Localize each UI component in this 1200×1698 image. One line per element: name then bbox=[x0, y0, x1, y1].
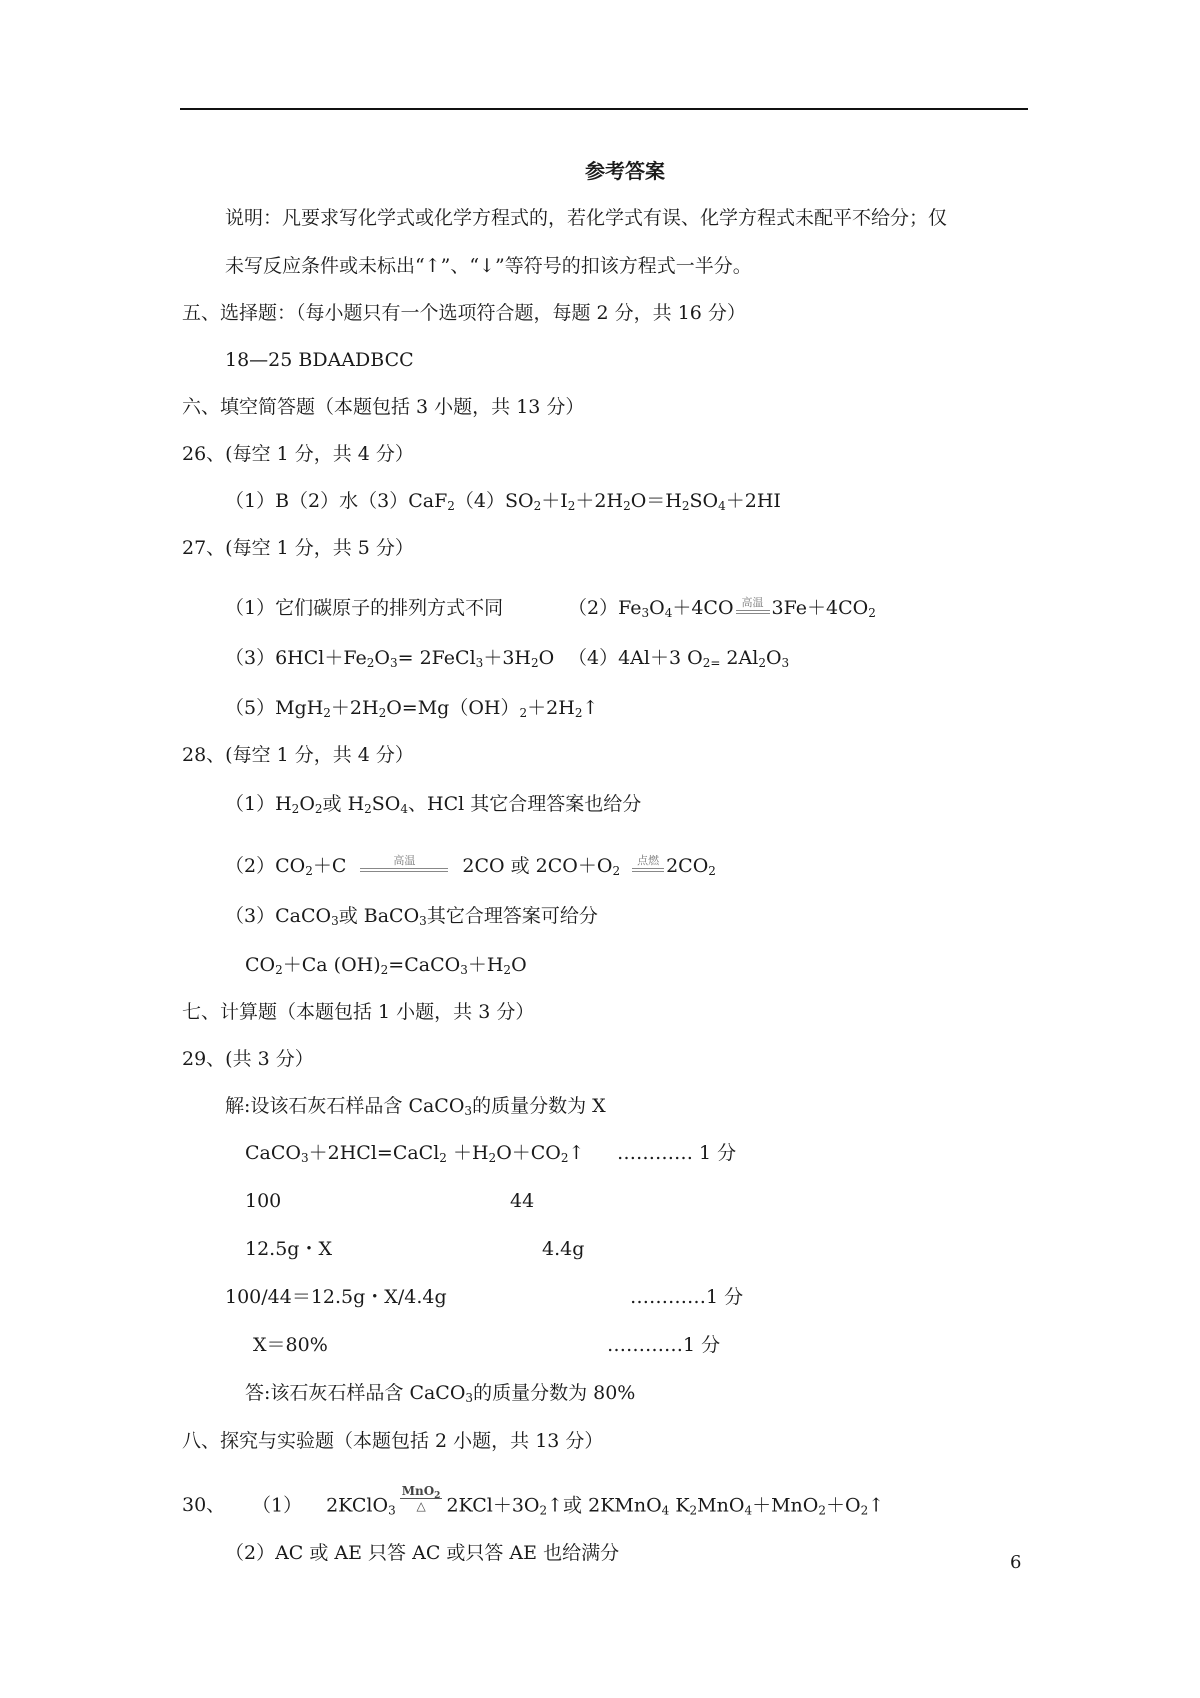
reaction-condition-ignite: 点燃 bbox=[632, 855, 664, 872]
q28-answer-4: $CO_2+Ca$ $(OH)_2=CaCO_3+H_2O$ bbox=[245, 954, 527, 977]
q27-answer-1: （1）它们碳原子的排列方式不同 bbox=[225, 597, 504, 619]
section-7-heading: 七、计算题（本题包括 1 小题，共 3 分） bbox=[182, 1001, 535, 1023]
q26-heading: 26、(每空 1 分，共 4 分） bbox=[182, 443, 414, 465]
q29-equation: CaCO$_3$＋2HCl=CaCl$_2$ $+H_2O+CO_2↑$ bbox=[245, 1142, 585, 1165]
reaction-condition-high-temp: 高温 bbox=[736, 597, 770, 614]
note-line-2: 未写反应条件或未标出“↑”、“↓”等符号的扣该方程式一半分。 bbox=[225, 255, 752, 277]
q28-answer-2: $(2)CO_2+C$ 高温 2CO 或 $2CO+O_2$ 点燃 $2CO_2$ bbox=[225, 854, 716, 878]
q30-label: 30、 bbox=[182, 1494, 226, 1516]
q30-answer-2: （2）AC 或 AE 只答 AC 或只答 AE 也给满分 bbox=[225, 1542, 620, 1564]
q29-mass-caco3: 100 bbox=[245, 1190, 282, 1212]
q29-result: X＝80% bbox=[253, 1334, 328, 1356]
q28-answer-1: $(1)H_2O_2$或 $H_2SO_4$、HCl 其它合理答案也给分 bbox=[225, 793, 642, 816]
page-number: 6 bbox=[1010, 1552, 1022, 1573]
q29-value-caco3: 12.5g・X bbox=[245, 1238, 332, 1260]
reaction-condition-catalyst: $\frac{MnO_2}{\triangle}$ bbox=[401, 1484, 441, 1513]
q29-mass-co2: 44 bbox=[510, 1190, 535, 1212]
q27-answer-4: （4）4Al＋3 $O_{2=}$ $2Al_2O_3$ bbox=[568, 647, 790, 670]
q27-heading: 27、(每空 1 分，共 5 分） bbox=[182, 537, 414, 559]
note-line-1: 说明：凡要求写化学式或化学方程式的，若化学式有误、化学方程式未配平不给分；仅 bbox=[225, 207, 948, 229]
q29-heading: 29、(共 3 分） bbox=[182, 1048, 314, 1070]
q29-score-3: …………1 分 bbox=[607, 1334, 721, 1356]
q29-score-2: …………1 分 bbox=[630, 1286, 744, 1308]
q27-answer-5: $(5)MgH_2+2H_2O=Mg(OH)_2+2H_2↑$ bbox=[225, 697, 599, 720]
q29-score-1: ………… 1 分 bbox=[617, 1142, 737, 1164]
section-6-heading: 六、填空简答题（本题包括 3 小题，共 13 分） bbox=[182, 396, 585, 418]
q29-value-co2: 4.4g bbox=[542, 1238, 585, 1260]
q29-solution: 解:设该石灰石样品含 CaCO$_3$的质量分数为 X bbox=[225, 1095, 606, 1118]
q28-answer-3: （3）CaCO$_3$或 BaCO$_3$其它合理答案可给分 bbox=[225, 905, 598, 928]
page-title: 参考答案 bbox=[585, 159, 665, 183]
header-rule bbox=[180, 108, 1028, 110]
q28-heading: 28、(每空 1 分，共 4 分） bbox=[182, 744, 414, 766]
section-5-answer: 18—25 BDAADBCC bbox=[225, 349, 414, 371]
reaction-condition-high-temp: 高温 bbox=[360, 855, 448, 872]
q27-answer-2: $(2)Fe_3O_4+4CO$ 高温 $3Fe+4CO_2$ bbox=[568, 596, 876, 620]
section-5-heading: 五、选择题：（每小题只有一个选项符合题，每题 2 分，共 16 分） bbox=[182, 302, 746, 324]
q27-answer-3: $(3)6HCl+Fe_2O_3=$ $2FeCl_3+3H_2O$ bbox=[225, 647, 555, 670]
q29-answer: 答:该石灰石样品含 CaCO$_3$的质量分数为 80% bbox=[245, 1382, 636, 1405]
q30-answer-1: （1） 2KClO$_3$ $\frac{MnO_2}{\triangle}$ $2KCl+3O_2↑$或 2KMnO$_4$ $K_2MnO_4+MnO_2+O_2↑$ bbox=[252, 1484, 885, 1518]
q29-ratio: 100/44＝12.5g・X/4.4g bbox=[225, 1286, 447, 1308]
q26-answer: （1）B（2）水$(3)CaF_2(4)SO_2+I_2+2H_2O=H_2SO_4+2HI$ bbox=[225, 490, 781, 513]
section-8-heading: 八、探究与实验题（本题包括 2 小题，共 13 分） bbox=[182, 1430, 604, 1452]
